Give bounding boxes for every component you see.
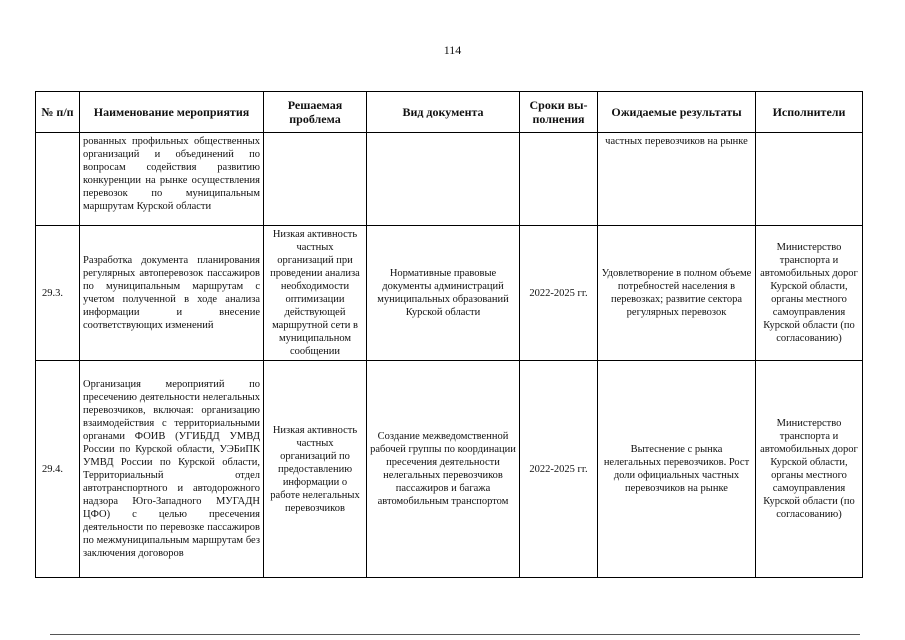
cell-num: 29.3. [36, 226, 80, 361]
cell-term [520, 133, 598, 226]
header-name: Наименование мероприятия [80, 92, 264, 133]
page-number: 114 [443, 43, 462, 57]
cell-result: Удовлетворение в полном объеме потребностей населения в перевозках; развитие сектора регулярных перевозок [598, 226, 756, 361]
table-header-row [36, 92, 863, 133]
cell-doc: Создание межведомственной рабочей группы по координации пресечения деятельности нелегальных перевозчиков пассажиров и багажа автомобильным транспортом [367, 361, 520, 578]
cell-name: Разработка документа планирования регулярных автоперевозок пассажиров по муниципальным маршрутам с учетом полученной в ходе анализа информации и внесение соответствующих изменений [80, 226, 264, 361]
header-result: Ожидаемые результаты [598, 92, 756, 133]
cell-term: 2022-2025 гг. [520, 361, 598, 578]
header-term: Сроки вы-полнения [520, 92, 598, 133]
footer-divider [50, 634, 860, 635]
cell-problem: Низкая активность частных организаций при проведении анализа необходимости оптимизации действующей маршрутной сети в муниципальном сообщении [264, 226, 367, 361]
header-exec: Исполнители [756, 92, 863, 133]
cell-doc [367, 133, 520, 226]
header-doc: Вид документа [367, 92, 520, 133]
measures-table [35, 91, 863, 578]
cell-exec: Министерство транспорта и автомобильных дорог Курской области, органы местного самоуправления Курской области (по согласованию) [756, 361, 863, 578]
table-row [36, 133, 863, 226]
cell-term: 2022-2025 гг. [520, 226, 598, 361]
cell-name: Организация мероприятий по пресечению деятельности нелегальных перевозчиков, включая: организацию взаимодействия с территориальными органами ФОИВ (УГИБДД УМВД России по Курской области, УЭБиПК УМВД России по Курской области, Территориальный отдел автотранспортного и автодорожного надзора Юго-Западного МУГАДН ЦФО) с целью пресечения деятельности по перевозке пассажиров по межмуниципальным маршрутам без заключения договоров [80, 361, 264, 578]
cell-name: рованных профильных общественных организаций и объединений по вопросам содействия развитию конкуренции на рынке осуществления перевозок по муниципальным маршрутам Курской области [80, 133, 264, 226]
header-problem: Решаемая проблема [264, 92, 367, 133]
cell-exec: Министерство транспорта и автомобильных дорог Курской области, органы местного самоуправления Курской области (по согласованию) [756, 226, 863, 361]
cell-exec [756, 133, 863, 226]
cell-doc: Нормативные правовые документы администраций муниципальных образований Курской области [367, 226, 520, 361]
cell-problem [264, 133, 367, 226]
cell-result: частных перевозчиков на рынке [598, 133, 756, 226]
table-row [36, 361, 863, 578]
cell-problem: Низкая активность частных организаций по предоставлению информации о работе нелегальных перевозчиков [264, 361, 367, 578]
cell-num: 29.4. [36, 361, 80, 578]
cell-num [36, 133, 80, 226]
header-num: № п/п [36, 92, 80, 133]
table-row [36, 226, 863, 361]
cell-result: Вытеснение с рынка нелегальных перевозчиков. Рост доли официальных частных перевозчиков на рынке [598, 361, 756, 578]
